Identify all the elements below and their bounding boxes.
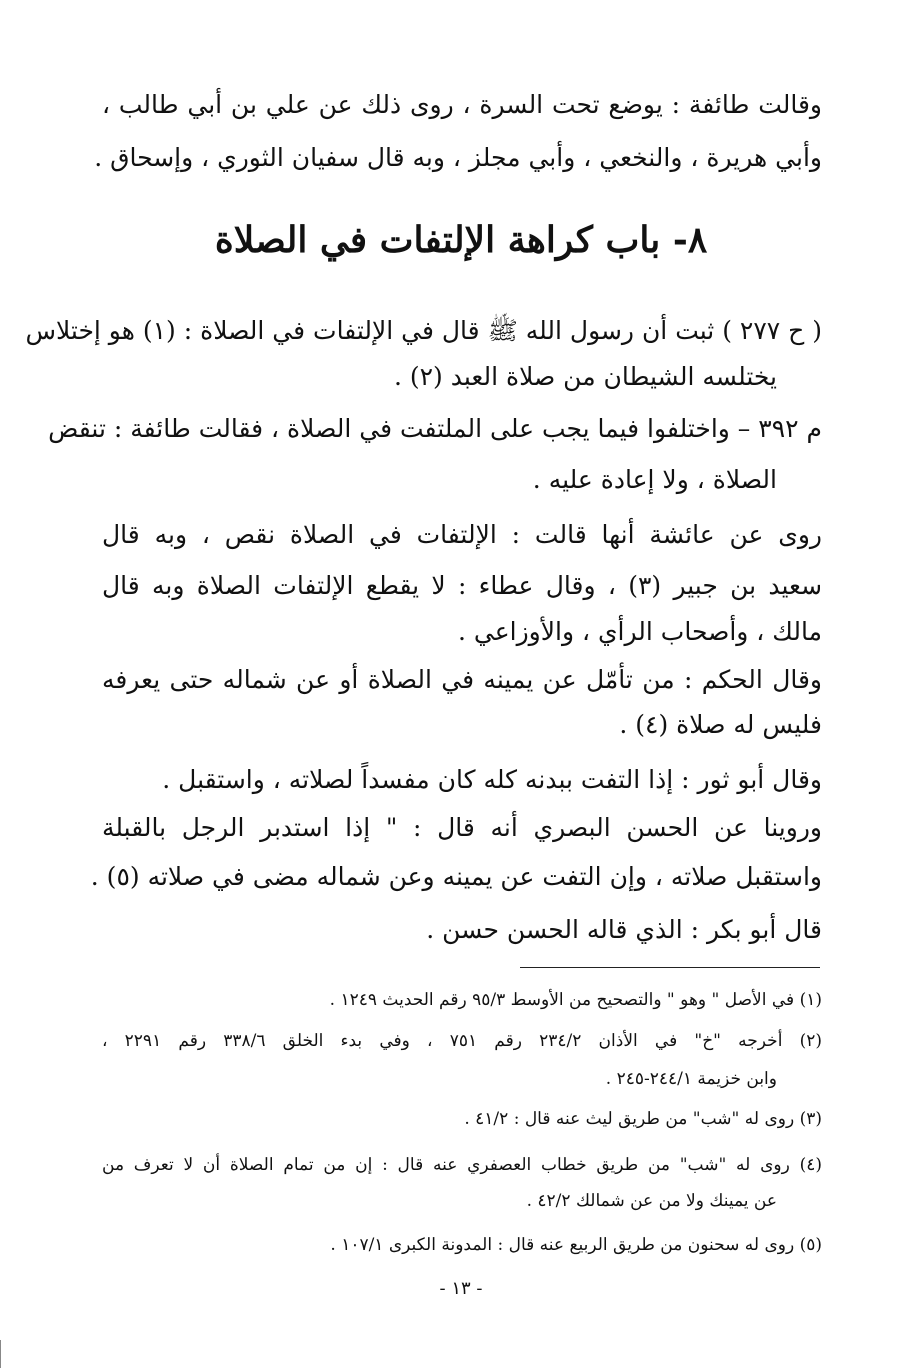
footnote-line: (٣) روى له "شب" من طريق ليث عنه قال : ٤١/٢ . xyxy=(464,1109,822,1129)
footnote-line: (٢) أخرجه "خ" في الأذان ٢٣٤/٢ رقم ٧٥١ ، وفي بدء الخلق ٣٣٨/٦ رقم ٢٢٩١ ، xyxy=(102,1031,823,1051)
body-line: وأبي هريرة ، والنخعي ، وأبي مجلز ، وبه قال سفيان الثوري ، وإسحاق . xyxy=(94,143,822,172)
page-number: - ١٣ - xyxy=(439,1278,483,1299)
body-line: سعيد بن جبير (٣) ، وقال عطاء : لا يقطع الإلتفات الصلاة وبه قال xyxy=(102,571,823,600)
scan-margin-mark xyxy=(0,1340,1,1368)
footnote-line: (٤) روى له "شب" من طريق خطاب العصفري عنه قال : إن من تمام الصلاة أن لا تعرف من xyxy=(102,1155,822,1175)
body-line: روى عن عائشة أنها قالت : الإلتفات في الصلاة نقص ، وبه قال xyxy=(102,520,822,549)
footnote-line: (٥) روى له سحنون من طريق الربيع عنه قال : المدونة الكبرى ١٠٧/١ . xyxy=(330,1235,822,1255)
body-line: واستقبل صلاته ، وإن التفت عن يمينه وعن شماله مضى في صلاته (٥) . xyxy=(90,862,822,891)
chapter-title: ٨- باب كراهة الإلتفات في الصلاة xyxy=(214,219,708,261)
footnote-line: عن يمينك ولا من عن شمالك ٤٢/٢ . xyxy=(526,1191,777,1211)
body-line: وقال الحكم : من تأمّل عن يمينه في الصلاة أو عن شماله حتى يعرفه xyxy=(102,665,822,694)
body-line: الصلاة ، ولا إعادة عليه . xyxy=(532,465,777,494)
footnote-line: (١) في الأصل " وهو " والتصحيح من الأوسط ٩٥/٣ رقم الحديث ١٢٤٩ . xyxy=(329,990,822,1010)
footnote-line: وابن خزيمة ٢٤٤/١-٢٤٥ . xyxy=(605,1069,777,1089)
body-line: ( ح ٢٧٧ ) ثبت أن رسول الله ﷺ قال في الإلتفات في الصلاة : (١) هو إختلاس xyxy=(25,316,822,345)
footnote-divider xyxy=(520,967,820,968)
body-line: وقال أبو ثور : إذا التفت ببدنه كله كان مفسداً لصلاته ، واستقبل . xyxy=(162,765,822,794)
body-line: م ٣٩٢ – واختلفوا فيما يجب على الملتفت في الصلاة ، فقالت طائفة : تنقض xyxy=(48,414,822,443)
body-line: وقالت طائفة : يوضع تحت السرة ، روى ذلك عن علي بن أبي طالب ، xyxy=(102,90,822,119)
body-line: يختلسه الشيطان من صلاة العبد (٢) . xyxy=(393,362,777,391)
body-line: قال أبو بكر : الذي قاله الحسن حسن . xyxy=(426,915,822,944)
body-line: فليس له صلاة (٤) . xyxy=(619,710,822,739)
body-line: مالك ، وأصحاب الرأي ، والأوزاعي . xyxy=(458,617,822,646)
body-line: وروينا عن الحسن البصري أنه قال : " إذا استدبر الرجل بالقبلة xyxy=(102,813,822,842)
